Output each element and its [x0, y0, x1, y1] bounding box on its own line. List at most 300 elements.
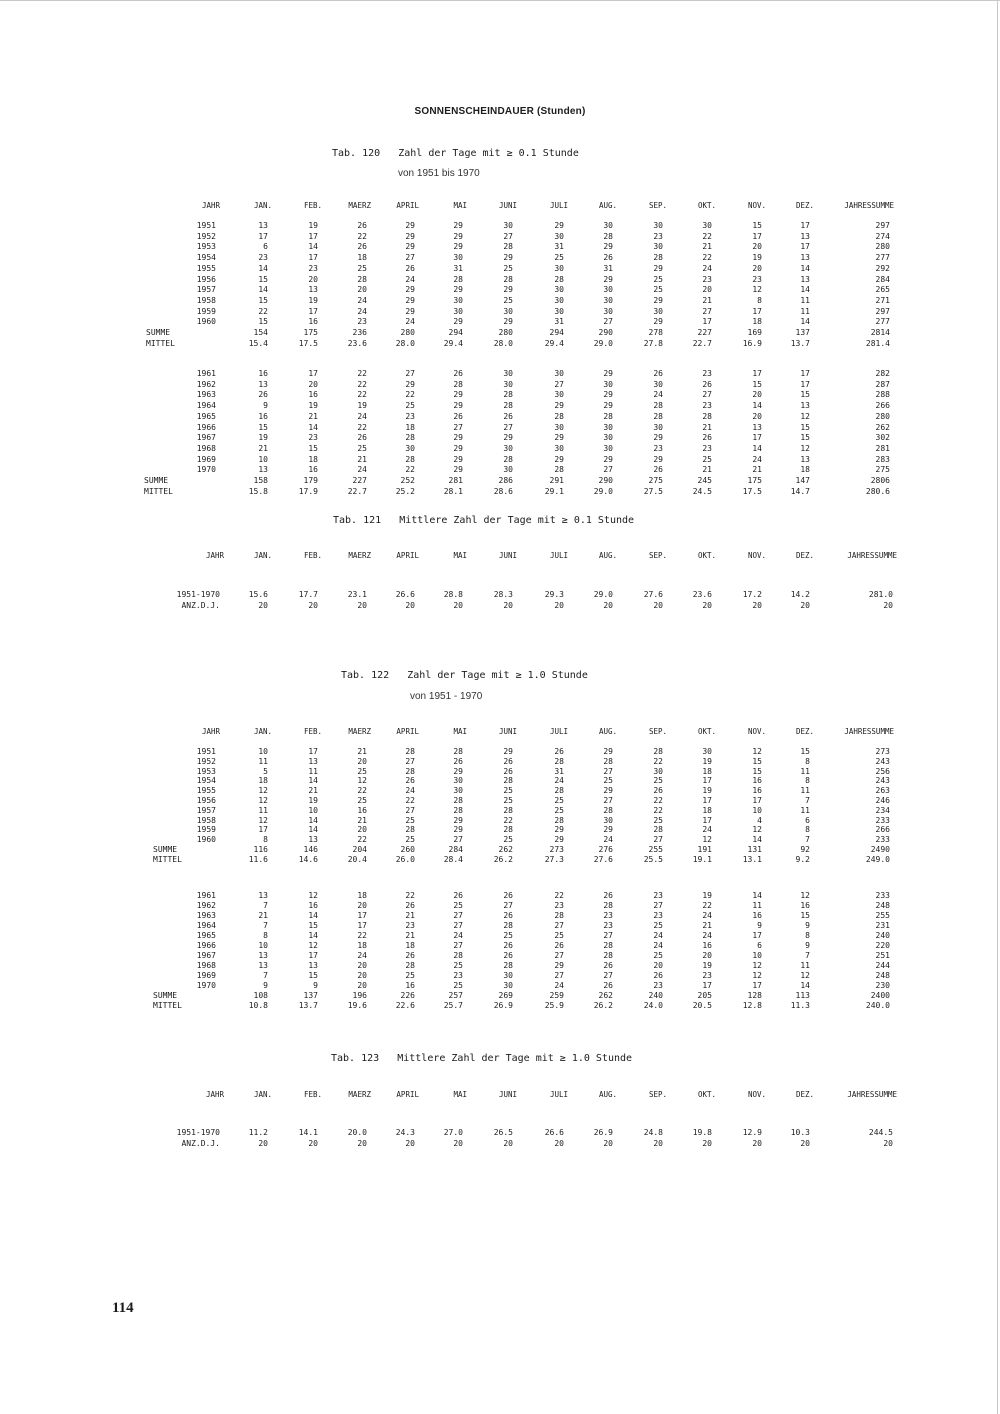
- cell-col-mai: 28.8: [443, 590, 463, 599]
- cell-col-april: 24: [405, 786, 415, 796]
- cell-col-juni: 30: [503, 379, 513, 389]
- cell-col-nov: 15: [752, 756, 762, 766]
- cell-col-maerz: 16: [357, 805, 367, 815]
- cell-year: 1952: [196, 756, 216, 766]
- cell-col-juni: 30: [503, 369, 513, 378]
- cell-col-maerz: 236: [352, 328, 367, 337]
- cell-col-sep: 20: [653, 961, 663, 970]
- cell-col-jahressumme: 249.0: [865, 854, 890, 864]
- cell-col-jan: 18: [258, 776, 268, 786]
- cell-col-okt: 23: [702, 443, 712, 453]
- cell-col-feb: 23: [308, 433, 318, 443]
- cell-col-nov: 20: [752, 242, 762, 252]
- cell-col-juli: 27: [554, 379, 564, 389]
- cell-col-aug: 30: [603, 443, 613, 453]
- tab123-caption: Tab. 123 Mittlere Zahl der Tage mit ≥ 1.0 Stunde: [331, 1053, 633, 1064]
- cell-col-okt: 25: [702, 454, 712, 464]
- header-col-aug: AUG.: [598, 727, 617, 736]
- cell-col-mai: 29: [453, 815, 463, 825]
- cell-col-dez: 15: [800, 390, 810, 400]
- cell-col-sep: 30: [653, 306, 663, 316]
- cell-col-juli: 28: [554, 786, 564, 796]
- cell-col-okt: 19: [702, 786, 712, 796]
- cell-col-sep: 25: [653, 815, 663, 825]
- header-col-jan: JAN.: [253, 201, 272, 210]
- cell-col-dez: 14: [800, 263, 810, 273]
- cell-col-maerz: 23.1: [347, 590, 367, 599]
- header-col-jahr: JAHR: [201, 201, 220, 210]
- cell-col-mai: 28: [453, 796, 463, 805]
- cell-col-jan: 9: [263, 981, 268, 990]
- cell-col-sep: 27.5: [643, 486, 663, 496]
- cell-col-april: 24.3: [395, 1128, 415, 1137]
- cell-col-juni: 26: [503, 941, 513, 950]
- cell-col-dez: 20: [800, 601, 810, 610]
- cell-col-nov: 10: [752, 805, 762, 815]
- cell-col-jan: 19: [258, 433, 268, 443]
- cell-col-feb: 21: [308, 786, 318, 796]
- header-col-dez: DEZ.: [795, 551, 814, 560]
- cell-col-sep: 24: [653, 931, 663, 940]
- cell-year: 1961: [196, 369, 216, 378]
- header-col-aug: AUG.: [598, 201, 617, 210]
- cell-col-juni: 30: [503, 971, 513, 980]
- cell-col-feb: 15: [308, 921, 318, 930]
- cell-col-nov: 131: [747, 845, 762, 854]
- cell-col-dez: 7: [805, 835, 810, 845]
- cell-col-juni: 30: [503, 306, 513, 316]
- cell-col-april: 18: [405, 941, 415, 950]
- cell-col-maerz: 21: [357, 454, 367, 464]
- cell-col-maerz: 23.6: [347, 338, 367, 348]
- cell-col-jahressumme: 243: [875, 756, 890, 766]
- cell-col-april: 22: [405, 796, 415, 805]
- cell-col-maerz: 20: [357, 1139, 367, 1148]
- cell-col-nov: 13.1: [742, 854, 762, 864]
- cell-col-aug: 26: [603, 961, 613, 970]
- cell-col-okt: 19: [702, 891, 712, 900]
- cell-col-juni: 262: [498, 845, 513, 854]
- cell-col-april: 18: [405, 422, 415, 432]
- cell-col-maerz: 20: [357, 285, 367, 295]
- cell-col-jan: 116: [253, 845, 268, 854]
- cell-col-juni: 25: [503, 263, 513, 273]
- cell-col-sep: 20: [653, 1139, 663, 1148]
- cell-col-nov: 21: [752, 465, 762, 475]
- summe-label: SUMME: [144, 476, 169, 485]
- cell-col-nov: 23: [752, 274, 762, 284]
- cell-col-okt: 23: [702, 369, 712, 378]
- cell-col-dez: 92: [800, 845, 810, 854]
- cell-col-aug: 26: [603, 981, 613, 990]
- header-col-mai: MAI: [453, 551, 467, 560]
- cell-col-april: 28: [405, 747, 415, 756]
- cell-col-mai: 25: [453, 901, 463, 910]
- cell-col-nov: 16: [752, 911, 762, 920]
- cell-col-nov: 12: [752, 961, 762, 970]
- header-col-aug: AUG.: [598, 1090, 617, 1099]
- cell-col-dez: 9.2: [795, 854, 810, 864]
- cell-col-jan: 13: [258, 465, 268, 475]
- cell-col-sep: 29: [653, 295, 663, 305]
- cell-col-dez: 12: [800, 891, 810, 900]
- cell-col-mai: 26: [453, 891, 463, 900]
- cell-col-juni: 25: [503, 835, 513, 845]
- cell-col-mai: 29: [453, 766, 463, 776]
- cell-col-jahressumme: 2490: [870, 845, 890, 854]
- cell-year: 1966: [196, 422, 216, 432]
- cell-col-juni: 26: [503, 911, 513, 920]
- cell-col-dez: 14.2: [790, 590, 810, 599]
- cell-col-okt: 20.5: [692, 1001, 712, 1010]
- cell-col-nov: 17: [752, 433, 762, 443]
- cell-col-nov: 15: [752, 379, 762, 389]
- cell-col-juli: 30: [554, 369, 564, 378]
- cell-col-sep: 255: [648, 845, 663, 854]
- header-col-april: APRIL: [396, 551, 419, 560]
- cell-col-april: 26: [405, 901, 415, 910]
- cell-year: 1953: [196, 242, 216, 252]
- cell-col-feb: 12: [308, 941, 318, 950]
- cell-col-april: 21: [405, 911, 415, 920]
- cell-col-nov: 12: [752, 971, 762, 980]
- cell-col-juni: 30: [503, 443, 513, 453]
- cell-year: 1959: [196, 825, 216, 835]
- page-number: 114: [112, 1300, 134, 1316]
- cell-col-maerz: 22.7: [347, 486, 367, 496]
- cell-col-aug: 30: [603, 815, 613, 825]
- cell-col-dez: 15: [800, 911, 810, 920]
- cell-col-juni: 26.9: [493, 1001, 513, 1010]
- cell-col-aug: 28: [603, 951, 613, 960]
- cell-col-juli: 31: [554, 766, 564, 776]
- cell-col-jan: 15.4: [248, 338, 268, 348]
- cell-col-aug: 29: [603, 786, 613, 796]
- cell-col-jahressumme: 262: [875, 422, 890, 432]
- cell-col-jan: 5: [263, 766, 268, 776]
- cell-col-feb: 137: [303, 991, 318, 1000]
- cell-col-juni: 28: [503, 805, 513, 815]
- cell-col-april: 20: [405, 601, 415, 610]
- cell-col-april: 27: [405, 805, 415, 815]
- cell-col-juli: 23: [554, 901, 564, 910]
- cell-col-maerz: 25: [357, 263, 367, 273]
- cell-col-mai: 29: [453, 825, 463, 835]
- mean-label: 1951-1970: [176, 590, 220, 599]
- cell-col-feb: 20: [308, 1139, 318, 1148]
- cell-col-jan: 12: [258, 815, 268, 825]
- cell-col-mai: 28: [453, 274, 463, 284]
- cell-col-nov: 12: [752, 747, 762, 756]
- cell-col-mai: 23: [453, 971, 463, 980]
- cell-col-dez: 13: [800, 231, 810, 241]
- header-col-maerz: MAERZ: [348, 551, 371, 560]
- cell-col-dez: 11: [800, 766, 810, 776]
- cell-col-jahressumme: 288: [875, 390, 890, 400]
- cell-col-juni: 28: [503, 390, 513, 400]
- cell-col-mai: 24: [453, 931, 463, 940]
- cell-col-april: 21: [405, 931, 415, 940]
- cell-col-juli: 25: [554, 805, 564, 815]
- cell-col-jan: 21: [258, 443, 268, 453]
- cell-col-jan: 158: [253, 476, 268, 485]
- cell-col-nov: 17: [752, 796, 762, 805]
- header-col-aug: AUG.: [598, 551, 617, 560]
- cell-col-feb: 17: [308, 951, 318, 960]
- cell-col-jan: 13: [258, 951, 268, 960]
- cell-col-aug: 24: [603, 835, 613, 845]
- cell-col-juni: 286: [498, 476, 513, 485]
- cell-col-okt: 27: [702, 390, 712, 400]
- cell-col-april: 26.0: [395, 854, 415, 864]
- cell-col-jahressumme: 282: [875, 369, 890, 378]
- cell-col-sep: 24: [653, 941, 663, 950]
- cell-col-nov: 19: [752, 253, 762, 263]
- cell-col-mai: 20: [453, 601, 463, 610]
- cell-col-feb: 13: [308, 835, 318, 845]
- cell-col-jan: 13: [258, 379, 268, 389]
- cell-col-mai: 25: [453, 981, 463, 990]
- cell-col-jahressumme: 2400: [870, 991, 890, 1000]
- cell-col-jahressumme: 275: [875, 465, 890, 475]
- cell-year: 1957: [196, 285, 216, 295]
- cell-col-okt: 24.5: [692, 486, 712, 496]
- cell-col-sep: 23: [653, 443, 663, 453]
- cell-col-maerz: 25: [357, 796, 367, 805]
- mittel-row: [0, 339, 1000, 351]
- cell-col-juni: 30: [503, 465, 513, 475]
- cell-year: 1958: [196, 295, 216, 305]
- cell-col-april: 26: [405, 776, 415, 786]
- cell-col-jan: 21: [258, 911, 268, 920]
- cell-col-juli: 20: [554, 1139, 564, 1148]
- cell-col-feb: 17: [308, 369, 318, 378]
- cell-col-maerz: 22: [357, 835, 367, 845]
- cell-col-sep: 26: [653, 465, 663, 475]
- cell-col-aug: 26: [603, 891, 613, 900]
- cell-col-nov: 17: [752, 981, 762, 990]
- cell-col-jahressumme: 273: [875, 747, 890, 756]
- cell-col-juli: 28: [554, 815, 564, 825]
- cell-col-dez: 17: [800, 379, 810, 389]
- header-col-jan: JAN.: [253, 727, 272, 736]
- cell-col-nov: 20: [752, 601, 762, 610]
- cell-col-juli: 30: [554, 285, 564, 295]
- cell-col-jahressumme: 240: [875, 931, 890, 940]
- cell-col-jahressumme: 234: [875, 805, 890, 815]
- cell-col-mai: 30: [453, 253, 463, 263]
- header-col-sep: SEP.: [648, 727, 667, 736]
- cell-col-aug: 25: [603, 776, 613, 786]
- cell-col-mai: 31: [453, 263, 463, 273]
- cell-col-aug: 27: [603, 465, 613, 475]
- cell-col-mai: 30: [453, 295, 463, 305]
- cell-col-jan: 10: [258, 747, 268, 756]
- cell-col-mai: 27: [453, 921, 463, 930]
- cell-col-mai: 29: [453, 433, 463, 443]
- cell-year: 1968: [196, 961, 216, 970]
- cell-col-nov: 20: [752, 1139, 762, 1148]
- cell-col-feb: 19: [308, 401, 318, 411]
- anz-label: ANZ.D.J.: [181, 601, 220, 610]
- cell-col-jan: 20: [258, 601, 268, 610]
- cell-col-juli: 31: [554, 242, 564, 252]
- cell-col-sep: 27.6: [643, 590, 663, 599]
- cell-col-juni: 30: [503, 221, 513, 230]
- cell-col-aug: 29: [603, 747, 613, 756]
- cell-col-jahressumme: 281.4: [865, 338, 890, 348]
- cell-col-aug: 20: [603, 601, 613, 610]
- cell-col-feb: 9: [313, 981, 318, 990]
- header-col-okt: OKT.: [697, 551, 716, 560]
- cell-col-mai: 28.4: [443, 854, 463, 864]
- cell-year: 1963: [196, 911, 216, 920]
- cell-col-jan: 23: [258, 253, 268, 263]
- cell-col-juni: 25: [503, 786, 513, 796]
- cell-col-dez: 11.3: [790, 1001, 810, 1010]
- cell-col-nov: 15: [752, 221, 762, 230]
- cell-col-juni: 28: [503, 454, 513, 464]
- cell-col-aug: 23: [603, 911, 613, 920]
- cell-col-feb: 14: [308, 911, 318, 920]
- cell-col-jahressumme: 248: [875, 971, 890, 980]
- cell-col-mai: 284: [448, 845, 463, 854]
- cell-col-sep: 24: [653, 390, 663, 400]
- cell-col-april: 22: [405, 390, 415, 400]
- cell-col-nov: 17.5: [742, 486, 762, 496]
- header-col-jahressumme: JAHRESSUMME: [847, 1090, 897, 1099]
- cell-col-nov: 6: [757, 941, 762, 950]
- cell-col-dez: 20: [800, 1139, 810, 1148]
- cell-col-feb: 23: [308, 263, 318, 273]
- cell-col-juli: 25.9: [544, 1001, 564, 1010]
- cell-col-mai: 29: [453, 285, 463, 295]
- cell-col-jan: 9: [263, 401, 268, 411]
- cell-col-maerz: 204: [352, 845, 367, 854]
- cell-col-aug: 28: [603, 901, 613, 910]
- cell-col-mai: 27: [453, 422, 463, 432]
- header-col-jahr: JAHR: [205, 1090, 224, 1099]
- cell-col-juli: 25: [554, 931, 564, 940]
- cell-col-april: 252: [400, 476, 415, 485]
- cell-col-juli: 29: [554, 454, 564, 464]
- cell-col-juni: 26: [503, 766, 513, 776]
- cell-col-juli: 25: [554, 796, 564, 805]
- cell-col-feb: 14.6: [298, 854, 318, 864]
- cell-col-jan: 8: [263, 931, 268, 940]
- cell-col-april: 29: [405, 221, 415, 230]
- cell-col-okt: 12: [702, 835, 712, 845]
- cell-col-dez: 18: [800, 465, 810, 475]
- cell-col-sep: 24.8: [643, 1128, 663, 1137]
- cell-col-juli: 25: [554, 253, 564, 263]
- cell-col-okt: 24: [702, 931, 712, 940]
- cell-col-jahressumme: 280: [875, 411, 890, 421]
- header-col-juli: JULI: [549, 1090, 568, 1099]
- cell-col-aug: 29.0: [593, 590, 613, 599]
- cell-col-mai: 27: [453, 911, 463, 920]
- cell-col-jahressumme: 280: [875, 242, 890, 252]
- cell-col-sep: 278: [648, 328, 663, 337]
- cell-col-juli: 30: [554, 295, 564, 305]
- cell-col-juni: 25: [503, 295, 513, 305]
- cell-col-maerz: 18: [357, 253, 367, 263]
- header-col-mai: MAI: [453, 727, 467, 736]
- cell-col-maerz: 20: [357, 971, 367, 980]
- cell-col-maerz: 17: [357, 911, 367, 920]
- cell-col-jan: 16: [258, 369, 268, 378]
- cell-col-dez: 16: [800, 901, 810, 910]
- cell-col-okt: 17: [702, 317, 712, 327]
- cell-col-juli: 26: [554, 747, 564, 756]
- cell-col-juni: 29: [503, 747, 513, 756]
- cell-col-juli: 29: [554, 401, 564, 411]
- cell-col-nov: 12.8: [742, 1001, 762, 1010]
- header-col-okt: OKT.: [697, 1090, 716, 1099]
- cell-col-juli: 30: [554, 306, 564, 316]
- cell-col-feb: 20: [308, 601, 318, 610]
- cell-col-okt: 21: [702, 465, 712, 475]
- cell-col-jan: 11.6: [248, 854, 268, 864]
- header-col-feb: FEB.: [303, 551, 322, 560]
- cell-col-feb: 14: [308, 815, 318, 825]
- cell-col-april: 28.0: [395, 338, 415, 348]
- cell-col-dez: 8: [805, 756, 810, 766]
- cell-col-okt: 20: [702, 1139, 712, 1148]
- cell-col-sep: 23: [653, 981, 663, 990]
- cell-col-aug: 26: [603, 253, 613, 263]
- cell-col-nov: 14: [752, 401, 762, 411]
- cell-col-juni: 28.0: [493, 338, 513, 348]
- cell-col-feb: 21: [308, 411, 318, 421]
- cell-col-mai: 29: [453, 443, 463, 453]
- cell-col-jahressumme: 2806: [870, 476, 890, 485]
- cell-col-juni: 280: [498, 328, 513, 337]
- cell-col-april: 27: [405, 253, 415, 263]
- cell-col-okt: 17: [702, 776, 712, 786]
- cell-col-juni: 28: [503, 921, 513, 930]
- cell-col-juli: 29: [554, 825, 564, 835]
- header-col-jahr: JAHR: [201, 727, 220, 736]
- cell-col-feb: 17: [308, 306, 318, 316]
- cell-col-april: 22.6: [395, 1001, 415, 1010]
- cell-col-okt: 227: [697, 328, 712, 337]
- cell-col-dez: 13: [800, 401, 810, 411]
- cell-col-jan: 7: [263, 901, 268, 910]
- cell-col-mai: 28: [453, 805, 463, 815]
- cell-col-dez: 137: [795, 328, 810, 337]
- cell-col-feb: 15: [308, 971, 318, 980]
- cell-col-juli: 27: [554, 921, 564, 930]
- cell-col-dez: 15: [800, 433, 810, 443]
- cell-col-aug: 290: [598, 476, 613, 485]
- cell-col-maerz: 22: [357, 390, 367, 400]
- cell-col-mai: 30: [453, 776, 463, 786]
- cell-col-feb: 17: [308, 747, 318, 756]
- cell-year: 1967: [196, 951, 216, 960]
- cell-col-april: 22: [405, 891, 415, 900]
- cell-col-jahressumme: 297: [875, 221, 890, 230]
- cell-col-feb: 15: [308, 443, 318, 453]
- cell-col-okt: 20: [702, 285, 712, 295]
- cell-col-aug: 27: [603, 796, 613, 805]
- cell-col-okt: 22: [702, 253, 712, 263]
- cell-col-jahressumme: 220: [875, 941, 890, 950]
- cell-col-mai: 27: [453, 835, 463, 845]
- mittel-label: MITTEL: [146, 338, 175, 348]
- tab122-caption: Tab. 122 Zahl der Tage mit ≥ 1.0 Stunde: [341, 670, 588, 681]
- cell-col-maerz: 26: [357, 433, 367, 443]
